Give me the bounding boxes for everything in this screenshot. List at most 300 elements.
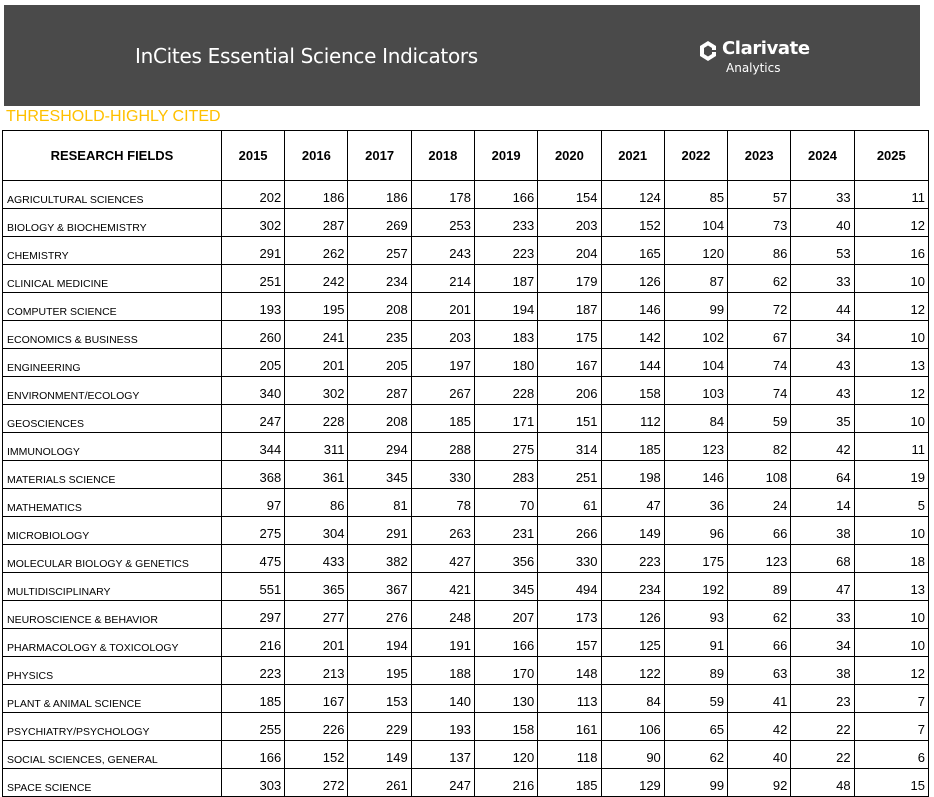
threshold-value-cell: 59 [664, 685, 727, 713]
threshold-value-cell: 185 [411, 405, 474, 433]
table-row [3, 461, 929, 489]
threshold-value-cell: 287 [348, 377, 411, 405]
threshold-value-cell: 234 [601, 573, 664, 601]
research-field-cell: PLANT & ANIMAL SCIENCE [3, 685, 222, 713]
threshold-value-cell: 62 [664, 741, 727, 769]
table-body [3, 181, 929, 797]
threshold-value-cell: 6 [854, 741, 928, 769]
threshold-value-cell: 288 [411, 433, 474, 461]
threshold-value-cell: 112 [601, 405, 664, 433]
threshold-value-cell: 276 [348, 601, 411, 629]
threshold-value-cell: 18 [854, 545, 928, 573]
threshold-value-cell: 42 [791, 433, 854, 461]
threshold-value-cell: 303 [221, 769, 284, 797]
threshold-value-cell: 122 [601, 657, 664, 685]
header-banner [4, 5, 920, 106]
threshold-value-cell: 96 [664, 517, 727, 545]
threshold-value-cell: 365 [285, 573, 348, 601]
table-row [3, 545, 929, 573]
threshold-value-cell: 277 [285, 601, 348, 629]
threshold-value-cell: 90 [601, 741, 664, 769]
threshold-value-cell: 251 [221, 265, 284, 293]
threshold-value-cell: 345 [475, 573, 538, 601]
column-header-year: 2015 [221, 131, 284, 181]
threshold-value-cell: 118 [538, 741, 601, 769]
threshold-value-cell: 12 [854, 657, 928, 685]
threshold-value-cell: 247 [411, 769, 474, 797]
brand-sub: Analytics [726, 61, 781, 75]
threshold-value-cell: 228 [475, 377, 538, 405]
table-row [3, 293, 929, 321]
threshold-value-cell: 12 [854, 377, 928, 405]
threshold-value-cell: 171 [475, 405, 538, 433]
column-header-year: 2023 [728, 131, 791, 181]
threshold-value-cell: 194 [475, 293, 538, 321]
threshold-value-cell: 198 [601, 461, 664, 489]
threshold-value-cell: 267 [411, 377, 474, 405]
table-row [3, 265, 929, 293]
threshold-value-cell: 175 [538, 321, 601, 349]
threshold-value-cell: 179 [538, 265, 601, 293]
threshold-value-cell: 63 [728, 657, 791, 685]
threshold-value-cell: 33 [791, 181, 854, 209]
threshold-value-cell: 81 [348, 489, 411, 517]
threshold-value-cell: 187 [475, 265, 538, 293]
threshold-value-cell: 167 [538, 349, 601, 377]
threshold-value-cell: 235 [348, 321, 411, 349]
threshold-value-cell: 113 [538, 685, 601, 713]
threshold-value-cell: 34 [791, 321, 854, 349]
threshold-value-cell: 137 [411, 741, 474, 769]
threshold-value-cell: 126 [601, 265, 664, 293]
threshold-value-cell: 192 [664, 573, 727, 601]
table-row [3, 601, 929, 629]
threshold-value-cell: 62 [728, 265, 791, 293]
research-field-cell: PSYCHIATRY/PSYCHOLOGY [3, 713, 222, 741]
threshold-value-cell: 223 [475, 237, 538, 265]
threshold-value-cell: 43 [791, 377, 854, 405]
threshold-value-cell: 89 [728, 573, 791, 601]
threshold-value-cell: 234 [348, 265, 411, 293]
threshold-value-cell: 108 [728, 461, 791, 489]
threshold-value-cell: 106 [601, 713, 664, 741]
threshold-value-cell: 38 [791, 517, 854, 545]
threshold-value-cell: 91 [664, 629, 727, 657]
table-row [3, 629, 929, 657]
column-header-year: 2022 [664, 131, 727, 181]
threshold-value-cell: 241 [285, 321, 348, 349]
threshold-value-cell: 61 [538, 489, 601, 517]
threshold-value-cell: 85 [664, 181, 727, 209]
column-header-year: 2017 [348, 131, 411, 181]
threshold-value-cell: 170 [475, 657, 538, 685]
clarivate-logo [698, 38, 818, 82]
threshold-value-cell: 120 [475, 741, 538, 769]
threshold-value-cell: 19 [854, 461, 928, 489]
research-field-cell: COMPUTER SCIENCE [3, 293, 222, 321]
threshold-value-cell: 261 [348, 769, 411, 797]
column-header-year: 2025 [854, 131, 928, 181]
threshold-value-cell: 124 [601, 181, 664, 209]
threshold-value-cell: 153 [348, 685, 411, 713]
threshold-value-cell: 297 [221, 601, 284, 629]
threshold-value-cell: 149 [601, 517, 664, 545]
threshold-value-cell: 41 [728, 685, 791, 713]
threshold-value-cell: 201 [411, 293, 474, 321]
threshold-value-cell: 345 [348, 461, 411, 489]
threshold-value-cell: 229 [348, 713, 411, 741]
threshold-value-cell: 99 [664, 293, 727, 321]
threshold-value-cell: 84 [664, 405, 727, 433]
research-field-cell: MICROBIOLOGY [3, 517, 222, 545]
table-row [3, 209, 929, 237]
threshold-value-cell: 40 [791, 209, 854, 237]
threshold-value-cell: 262 [285, 237, 348, 265]
threshold-value-cell: 104 [664, 209, 727, 237]
threshold-value-cell: 203 [538, 209, 601, 237]
research-field-cell: PHARMACOLOGY & TOXICOLOGY [3, 629, 222, 657]
threshold-value-cell: 140 [411, 685, 474, 713]
column-header-year: 2016 [285, 131, 348, 181]
threshold-value-cell: 157 [538, 629, 601, 657]
threshold-value-cell: 257 [348, 237, 411, 265]
threshold-value-cell: 66 [728, 517, 791, 545]
threshold-value-cell: 275 [475, 433, 538, 461]
threshold-value-cell: 12 [854, 293, 928, 321]
table-header-row [3, 131, 929, 181]
threshold-value-cell: 99 [664, 769, 727, 797]
threshold-value-cell: 475 [221, 545, 284, 573]
threshold-value-cell: 35 [791, 405, 854, 433]
threshold-value-cell: 73 [728, 209, 791, 237]
threshold-value-cell: 72 [728, 293, 791, 321]
threshold-value-cell: 344 [221, 433, 284, 461]
threshold-value-cell: 193 [411, 713, 474, 741]
threshold-value-cell: 13 [854, 573, 928, 601]
threshold-value-cell: 47 [791, 573, 854, 601]
threshold-value-cell: 130 [475, 685, 538, 713]
threshold-value-cell: 223 [601, 545, 664, 573]
threshold-value-cell: 65 [664, 713, 727, 741]
threshold-value-cell: 208 [348, 293, 411, 321]
app-title: InCites Essential Science Indicators [135, 44, 478, 68]
threshold-value-cell: 226 [285, 713, 348, 741]
threshold-value-cell: 311 [285, 433, 348, 461]
research-field-cell: SOCIAL SCIENCES, GENERAL [3, 741, 222, 769]
threshold-value-cell: 10 [854, 321, 928, 349]
threshold-value-cell: 242 [285, 265, 348, 293]
threshold-value-cell: 205 [221, 349, 284, 377]
table-row [3, 377, 929, 405]
threshold-value-cell: 47 [601, 489, 664, 517]
threshold-value-cell: 260 [221, 321, 284, 349]
threshold-value-cell: 10 [854, 601, 928, 629]
threshold-value-cell: 152 [285, 741, 348, 769]
threshold-value-cell: 148 [538, 657, 601, 685]
threshold-value-cell: 180 [475, 349, 538, 377]
threshold-value-cell: 84 [601, 685, 664, 713]
threshold-value-cell: 126 [601, 601, 664, 629]
column-header-year: 2019 [475, 131, 538, 181]
threshold-value-cell: 78 [411, 489, 474, 517]
table-row [3, 489, 929, 517]
threshold-value-cell: 494 [538, 573, 601, 601]
research-field-cell: GEOSCIENCES [3, 405, 222, 433]
research-field-cell: MATERIALS SCIENCE [3, 461, 222, 489]
threshold-value-cell: 356 [475, 545, 538, 573]
threshold-value-cell: 42 [728, 713, 791, 741]
threshold-value-cell: 207 [475, 601, 538, 629]
clarivate-logo-icon [698, 40, 718, 62]
research-field-cell: PHYSICS [3, 657, 222, 685]
threshold-value-cell: 187 [538, 293, 601, 321]
threshold-value-cell: 93 [664, 601, 727, 629]
threshold-value-cell: 146 [664, 461, 727, 489]
threshold-value-cell: 102 [664, 321, 727, 349]
threshold-value-cell: 74 [728, 349, 791, 377]
table-row [3, 657, 929, 685]
threshold-value-cell: 13 [854, 349, 928, 377]
research-field-cell: NEUROSCIENCE & BEHAVIOR [3, 601, 222, 629]
threshold-value-cell: 231 [475, 517, 538, 545]
column-header-year: 2021 [601, 131, 664, 181]
threshold-value-cell: 330 [538, 545, 601, 573]
threshold-value-cell: 195 [348, 657, 411, 685]
threshold-value-cell: 255 [221, 713, 284, 741]
threshold-value-cell: 223 [221, 657, 284, 685]
column-header-year: 2024 [791, 131, 854, 181]
threshold-value-cell: 167 [285, 685, 348, 713]
threshold-value-cell: 10 [854, 517, 928, 545]
threshold-value-cell: 22 [791, 713, 854, 741]
threshold-value-cell: 142 [601, 321, 664, 349]
threshold-value-cell: 291 [348, 517, 411, 545]
research-field-cell: ENVIRONMENT/ECOLOGY [3, 377, 222, 405]
threshold-value-cell: 175 [664, 545, 727, 573]
threshold-value-cell: 201 [285, 349, 348, 377]
threshold-value-cell: 103 [664, 377, 727, 405]
table-row [3, 713, 929, 741]
research-field-cell: SPACE SCIENCE [3, 769, 222, 797]
threshold-value-cell: 294 [348, 433, 411, 461]
threshold-value-cell: 23 [791, 685, 854, 713]
threshold-value-cell: 40 [728, 741, 791, 769]
threshold-value-cell: 33 [791, 601, 854, 629]
research-field-cell: ECONOMICS & BUSINESS [3, 321, 222, 349]
threshold-value-cell: 62 [728, 601, 791, 629]
threshold-value-cell: 120 [664, 237, 727, 265]
threshold-value-cell: 251 [538, 461, 601, 489]
table-row [3, 405, 929, 433]
threshold-value-cell: 33 [791, 265, 854, 293]
threshold-value-cell: 158 [475, 713, 538, 741]
threshold-value-cell: 82 [728, 433, 791, 461]
threshold-value-cell: 208 [348, 405, 411, 433]
table-row [3, 433, 929, 461]
table-row [3, 517, 929, 545]
threshold-value-cell: 154 [538, 181, 601, 209]
threshold-value-cell: 193 [221, 293, 284, 321]
threshold-value-cell: 266 [538, 517, 601, 545]
threshold-value-cell: 123 [664, 433, 727, 461]
threshold-value-cell: 283 [475, 461, 538, 489]
threshold-value-cell: 7 [854, 685, 928, 713]
threshold-value-cell: 291 [221, 237, 284, 265]
threshold-value-cell: 287 [285, 209, 348, 237]
threshold-value-cell: 194 [348, 629, 411, 657]
threshold-value-cell: 53 [791, 237, 854, 265]
threshold-value-cell: 253 [411, 209, 474, 237]
threshold-value-cell: 188 [411, 657, 474, 685]
threshold-value-cell: 66 [728, 629, 791, 657]
threshold-value-cell: 185 [601, 433, 664, 461]
threshold-value-cell: 206 [538, 377, 601, 405]
threshold-value-cell: 158 [601, 377, 664, 405]
threshold-value-cell: 12 [854, 209, 928, 237]
research-field-cell: CHEMISTRY [3, 237, 222, 265]
threshold-value-cell: 185 [221, 685, 284, 713]
threshold-value-cell: 11 [854, 433, 928, 461]
research-field-cell: IMMUNOLOGY [3, 433, 222, 461]
threshold-value-cell: 92 [728, 769, 791, 797]
threshold-value-cell: 382 [348, 545, 411, 573]
threshold-value-cell: 275 [221, 517, 284, 545]
table-row [3, 573, 929, 601]
threshold-value-cell: 44 [791, 293, 854, 321]
threshold-value-cell: 67 [728, 321, 791, 349]
threshold-value-cell: 166 [475, 181, 538, 209]
threshold-value-cell: 551 [221, 573, 284, 601]
threshold-value-cell: 64 [791, 461, 854, 489]
threshold-value-cell: 421 [411, 573, 474, 601]
column-header-year: 2020 [538, 131, 601, 181]
threshold-value-cell: 86 [285, 489, 348, 517]
threshold-value-cell: 165 [601, 237, 664, 265]
threshold-value-cell: 68 [791, 545, 854, 573]
threshold-value-cell: 10 [854, 629, 928, 657]
threshold-value-cell: 248 [411, 601, 474, 629]
threshold-table [2, 130, 929, 797]
threshold-value-cell: 48 [791, 769, 854, 797]
threshold-value-cell: 173 [538, 601, 601, 629]
threshold-value-cell: 34 [791, 629, 854, 657]
threshold-value-cell: 43 [791, 349, 854, 377]
threshold-value-cell: 304 [285, 517, 348, 545]
threshold-value-cell: 152 [601, 209, 664, 237]
threshold-value-cell: 144 [601, 349, 664, 377]
threshold-value-cell: 247 [221, 405, 284, 433]
threshold-value-cell: 195 [285, 293, 348, 321]
threshold-value-cell: 59 [728, 405, 791, 433]
threshold-value-cell: 178 [411, 181, 474, 209]
threshold-value-cell: 129 [601, 769, 664, 797]
threshold-value-cell: 228 [285, 405, 348, 433]
research-field-cell: MULTIDISCIPLINARY [3, 573, 222, 601]
threshold-value-cell: 161 [538, 713, 601, 741]
threshold-value-cell: 272 [285, 769, 348, 797]
threshold-value-cell: 201 [285, 629, 348, 657]
threshold-value-cell: 367 [348, 573, 411, 601]
threshold-value-cell: 269 [348, 209, 411, 237]
threshold-value-cell: 214 [411, 265, 474, 293]
threshold-value-cell: 191 [411, 629, 474, 657]
threshold-value-cell: 361 [285, 461, 348, 489]
threshold-value-cell: 203 [411, 321, 474, 349]
table-row [3, 349, 929, 377]
threshold-value-cell: 263 [411, 517, 474, 545]
threshold-value-cell: 314 [538, 433, 601, 461]
threshold-value-cell: 243 [411, 237, 474, 265]
threshold-value-cell: 183 [475, 321, 538, 349]
research-field-cell: BIOLOGY & BIOCHEMISTRY [3, 209, 222, 237]
threshold-value-cell: 16 [854, 237, 928, 265]
threshold-value-cell: 149 [348, 741, 411, 769]
threshold-value-cell: 185 [538, 769, 601, 797]
threshold-value-cell: 204 [538, 237, 601, 265]
table-row [3, 321, 929, 349]
threshold-value-cell: 186 [348, 181, 411, 209]
table-row [3, 741, 929, 769]
research-field-cell: AGRICULTURAL SCIENCES [3, 181, 222, 209]
threshold-value-cell: 11 [854, 181, 928, 209]
research-field-cell: ENGINEERING [3, 349, 222, 377]
threshold-value-cell: 87 [664, 265, 727, 293]
threshold-value-cell: 89 [664, 657, 727, 685]
threshold-value-cell: 125 [601, 629, 664, 657]
threshold-value-cell: 24 [728, 489, 791, 517]
research-field-cell: MOLECULAR BIOLOGY & GENETICS [3, 545, 222, 573]
table-row [3, 237, 929, 265]
threshold-value-cell: 38 [791, 657, 854, 685]
threshold-value-cell: 205 [348, 349, 411, 377]
brand-name: Clarivate [722, 38, 810, 59]
threshold-value-cell: 216 [475, 769, 538, 797]
table-row [3, 181, 929, 209]
table-row [3, 685, 929, 713]
threshold-value-cell: 427 [411, 545, 474, 573]
threshold-value-cell: 151 [538, 405, 601, 433]
section-label: THRESHOLD-HIGHLY CITED [6, 108, 221, 125]
threshold-value-cell: 368 [221, 461, 284, 489]
threshold-value-cell: 10 [854, 265, 928, 293]
threshold-value-cell: 197 [411, 349, 474, 377]
threshold-value-cell: 302 [285, 377, 348, 405]
threshold-value-cell: 70 [475, 489, 538, 517]
threshold-value-cell: 22 [791, 741, 854, 769]
threshold-value-cell: 233 [475, 209, 538, 237]
threshold-value-cell: 7 [854, 713, 928, 741]
threshold-value-cell: 166 [221, 741, 284, 769]
threshold-value-cell: 86 [728, 237, 791, 265]
threshold-value-cell: 433 [285, 545, 348, 573]
research-field-cell: MATHEMATICS [3, 489, 222, 517]
threshold-value-cell: 302 [221, 209, 284, 237]
column-header-research-fields: RESEARCH FIELDS [3, 131, 222, 181]
threshold-value-cell: 186 [285, 181, 348, 209]
threshold-value-cell: 166 [475, 629, 538, 657]
threshold-value-cell: 14 [791, 489, 854, 517]
threshold-value-cell: 10 [854, 405, 928, 433]
threshold-value-cell: 97 [221, 489, 284, 517]
threshold-value-cell: 330 [411, 461, 474, 489]
threshold-value-cell: 123 [728, 545, 791, 573]
threshold-value-cell: 57 [728, 181, 791, 209]
threshold-value-cell: 340 [221, 377, 284, 405]
threshold-value-cell: 5 [854, 489, 928, 517]
threshold-value-cell: 15 [854, 769, 928, 797]
column-header-year: 2018 [411, 131, 474, 181]
threshold-value-cell: 146 [601, 293, 664, 321]
